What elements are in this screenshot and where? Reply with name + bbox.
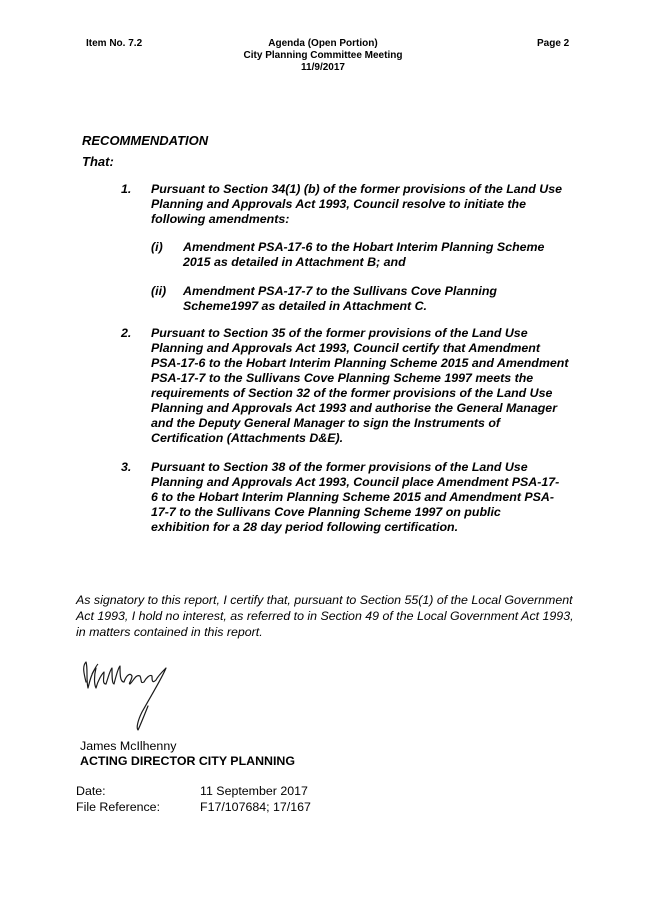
item-1-text: Pursuant to Section 34(1) (b) of the former provisions of the Land Use Planning and Approvals Act 1993, Council resolve to initiate the following amendments: [151, 182, 562, 226]
recommendation-heading: RECOMMENDATION [82, 133, 209, 148]
subitem-i-text: Amendment PSA-17-6 to the Hobart Interim Planning Scheme 2015 as detailed in Attachment B; and [183, 240, 545, 269]
item-3-text: Pursuant to Section 38 of the former provisions of the Land Use Planning and Approvals Act 1993, Council place Amendment PSA-17-6 to the Hobart Interim Planning Scheme 2015 and Amendment PSA-17-7 to the Sullivans Cove Planning Scheme 1997 on public exhibition for a 28 day period following certification. [151, 460, 560, 534]
item-2-text: Pursuant to Section 35 of the former provisions of the Land Use Planning and Approvals Act 1993, Council certify that Amendment PSA-17-6 to the Hobart Interim Planning Scheme 2015 and Amendment PSA-17-7 to the Sullivans Cove Planning Scheme 1997 meets the requirements of Section 32 of the former provisions of the Land Use Planning and Approvals Act 1993 and authorise the General Manager and the Deputy General Manager to sign the Instruments of Certification (Attachments D&E). [151, 326, 569, 445]
signer-name: James McIlhenny [80, 739, 177, 753]
agenda-line-1: Agenda (Open Portion) [268, 38, 378, 49]
file-reference-value: F17/107684; 17/167 [200, 800, 311, 814]
certification-statement: As signatory to this report, I certify that, pursuant to Section 55(1) of the Local Government Act 1993, I hold no interest, as referred to in Section 49 of the Local Government Act 1993, in matters contained in this report. [76, 593, 574, 639]
item-2-number: 2. [121, 326, 132, 340]
signer-title: ACTING DIRECTOR CITY PLANNING [80, 754, 296, 768]
item-1-number: 1. [121, 182, 132, 196]
signature-image [78, 654, 178, 741]
subitem-i-number: (i) [151, 240, 163, 254]
item-3-number: 3. [121, 460, 132, 474]
subitem-ii-number: (ii) [151, 284, 167, 298]
agenda-line-2: City Planning Committee Meeting [243, 50, 403, 61]
date-value: 11 September 2017 [200, 784, 308, 798]
subitem-ii-text: Amendment PSA-17-7 to the Sullivans Cove Planning Scheme1997 as detailed in Attachment C. [183, 284, 497, 313]
agenda-date: 11/9/2017 [301, 62, 345, 73]
page-number: Page 2 [537, 38, 570, 49]
file-reference-label: File Reference: [76, 800, 161, 814]
recommendation-that: That: [82, 154, 114, 169]
date-label: Date: [76, 784, 106, 798]
item-number: Item No. 7.2 [86, 38, 143, 49]
